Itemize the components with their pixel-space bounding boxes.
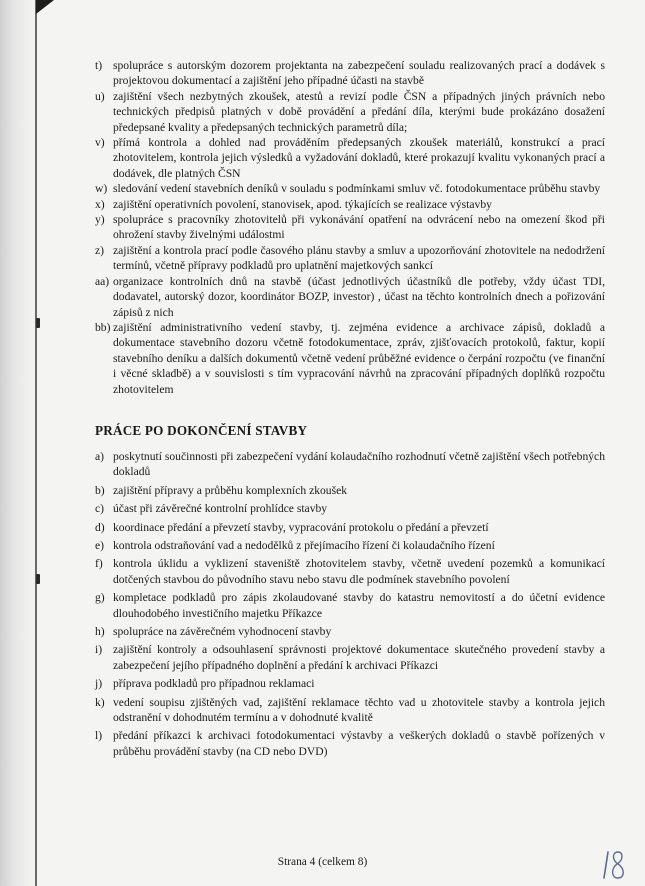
list-item-label: f) xyxy=(95,557,103,571)
list-item-label: x) xyxy=(95,197,105,211)
list-item-text: sledování vedení stavebních deníků v souladu s podmínkami smluv vč. fotodokumentace průběhu stavby xyxy=(113,182,601,196)
list-item-label: aa) xyxy=(95,274,110,288)
list-item-text: kontrola odstraňování vad a nedodělků z přejímacího řízení či kolaudačního řízení xyxy=(113,538,495,552)
list-item-text: účast při závěrečné kontrolní prohlídce stavby xyxy=(113,502,328,516)
list-item-label: bb) xyxy=(95,320,111,334)
list-item-text: předání příkazci k archivaci fotodokumentaci výstavby a veškerých dokladů o stavbě pořízených v průběhu provádění stavby (na CD nebo DVD) xyxy=(113,729,605,758)
list-item-label: z) xyxy=(95,243,105,257)
list-item-label: j) xyxy=(95,677,103,691)
list-item-label: i) xyxy=(95,643,103,657)
list-item-label: y) xyxy=(95,213,105,227)
list-item-text: přímá kontrola a dohled nad prováděním předepsaných zkoušek materiálů, konstrukcí a prací zhotovitelem, kontrola jejich výsledků a vyžadování dokladů, které prokazují kvalitu vykonaných prací a dodávek, dle platných ČSN xyxy=(113,136,605,180)
list-item-text: zajištění všech nezbytných zkoušek, atestů a revizí podle ČSN a případných jiných právních nebo technických předpisů platných v době provádění a předání díla, kterými bude prokázáno dosažení předepsané kvality a předepsaných technických parametrů díla; xyxy=(113,89,605,134)
list-item-text: spolupráce s autorským dozorem projektanta na zabezpečení souladu realizovaných prací a dodávek s projektovou dokumentací a zajištění jeho případné účasti na stavbě xyxy=(113,59,605,88)
list-item-label: d) xyxy=(95,520,105,534)
list-item xyxy=(95,538,605,553)
list-item xyxy=(95,212,605,243)
list-item-text: spolupráce s pracovníky zhotovitelů při vykonávání opatření na odvrácení nebo na omezení škod při ohrožení stavby živelnými událostmi xyxy=(113,213,605,242)
list-item xyxy=(95,89,605,135)
handwritten-number-18-icon xyxy=(598,848,628,882)
page-footer: Strana 4 (celkem 8) xyxy=(277,856,368,868)
list-item xyxy=(95,274,605,320)
list-item-label: t) xyxy=(95,59,103,72)
list-item-text: zajištění kontroly a odsouhlasení správnosti projektové dokumentace skutečného provedení stavby a zabezpečení jejího případného doplnění a předání k archivaci Příkazci xyxy=(113,643,605,672)
list-item-label: e) xyxy=(95,538,105,552)
list-item xyxy=(95,520,605,535)
section-2-list xyxy=(95,449,605,759)
list-item-text: zajištění přípravy a průběhu komplexních zkoušek xyxy=(113,483,348,497)
list-item-text: kompletace podkladů pro zápis zkolaudované stavby do katastru nemovitostí a do účetní evidence dlouhodobého investičního majetku Příkazce xyxy=(113,591,605,620)
list-item-label: u) xyxy=(95,89,105,103)
list-item xyxy=(95,590,605,621)
list-item xyxy=(95,483,605,498)
list-item xyxy=(95,320,605,397)
list-item-text: kontrola úklidu a vyklizení staveniště zhotovitelem stavby, včetně uvedení pozemků a komunikací dotčených stavbou do původního stavu nebo stavu dle podmínek stavebního povolení xyxy=(113,557,605,586)
list-item-text: zajištění operativních povolení, stanovisek, apod. týkajících se realizace výstavby xyxy=(113,197,492,211)
list-item-label: c) xyxy=(95,502,105,516)
list-item xyxy=(95,728,605,759)
list-item-label: l) xyxy=(95,729,103,743)
list-item xyxy=(95,197,605,212)
list-item xyxy=(95,642,605,673)
list-item-label: g) xyxy=(95,591,105,605)
section-1-list xyxy=(95,58,605,397)
list-item xyxy=(95,135,605,181)
list-item-text: vedení soupisu zjištěných vad, zajištění reklamace těchto vad u zhotovitele stavby a kontrola jejich odstranění v dohodnutém termínu a v dohodnuté kvalitě xyxy=(113,695,605,725)
document-page xyxy=(95,58,605,762)
scan-binding-line xyxy=(35,0,37,886)
section-heading: PRÁCE PO DOKONČENÍ STAVBY xyxy=(95,422,308,438)
list-item-label: w) xyxy=(95,182,108,196)
list-item-text: organizace kontrolních dnů na stavbě (účast jednotlivých účastníků dle potřeby, vždy účast TDI, dodavatel, autorský dozor, koordinátor BOZP, investor) , účast na těchto kontrolních dnech a pořizování zápisů z nich xyxy=(113,274,605,319)
list-item-label: a) xyxy=(95,449,105,463)
list-item xyxy=(95,624,605,639)
list-item-text: příprava podkladů pro případnou reklamaci xyxy=(113,677,315,691)
list-item-text: poskytnutí součinnosti při zabezpečení vydání kolaudačního rozhodnutí včetně zajištění všech potřebných dokladů xyxy=(113,449,605,479)
list-item xyxy=(95,181,605,196)
list-item xyxy=(95,449,605,480)
list-item-text: koordinace předání a převzetí stavby, vypracování protokolu o předání a převzetí xyxy=(113,520,489,534)
list-item-label: v) xyxy=(95,136,105,150)
list-item xyxy=(95,501,605,516)
punch-hole-mark xyxy=(36,318,40,328)
list-item xyxy=(95,676,605,691)
list-item-label: h) xyxy=(95,625,105,638)
list-item xyxy=(95,243,605,274)
punch-hole-mark xyxy=(36,574,40,584)
list-item xyxy=(95,58,605,89)
list-item-label: k) xyxy=(95,695,105,709)
list-item xyxy=(95,695,605,726)
list-item xyxy=(95,556,605,587)
list-item-label: b) xyxy=(95,483,105,497)
scan-shadow-edge xyxy=(0,0,44,886)
list-item-text: zajištění administrativního vedení stavby, tj. zejména evidence a archivace zápisů, dokladů a dokumentace stavebního dozoru včetně fotodokumentace, zpráv, zjišťovacích protokolů, faktur, kopií stavebního deníku a dalších dokumentů včetně vedení průběžné evidence o čerpání rozpočtu (ve finanční i věcné skladbě) a v souvislosti s tím vypracování návrhů na zpracování případných doplňků rozpočtu zhotovitelem xyxy=(113,320,605,396)
list-item-text: zajištění a kontrola prací podle časového plánu stavby a smluv a upozorňování zhotovitele na nedodržení termínů, včetně přípravy podkladů pro uplatnění majetkových sankcí xyxy=(113,243,605,273)
list-item-text: spolupráce na závěrečném vyhodnocení stavby xyxy=(113,625,332,638)
